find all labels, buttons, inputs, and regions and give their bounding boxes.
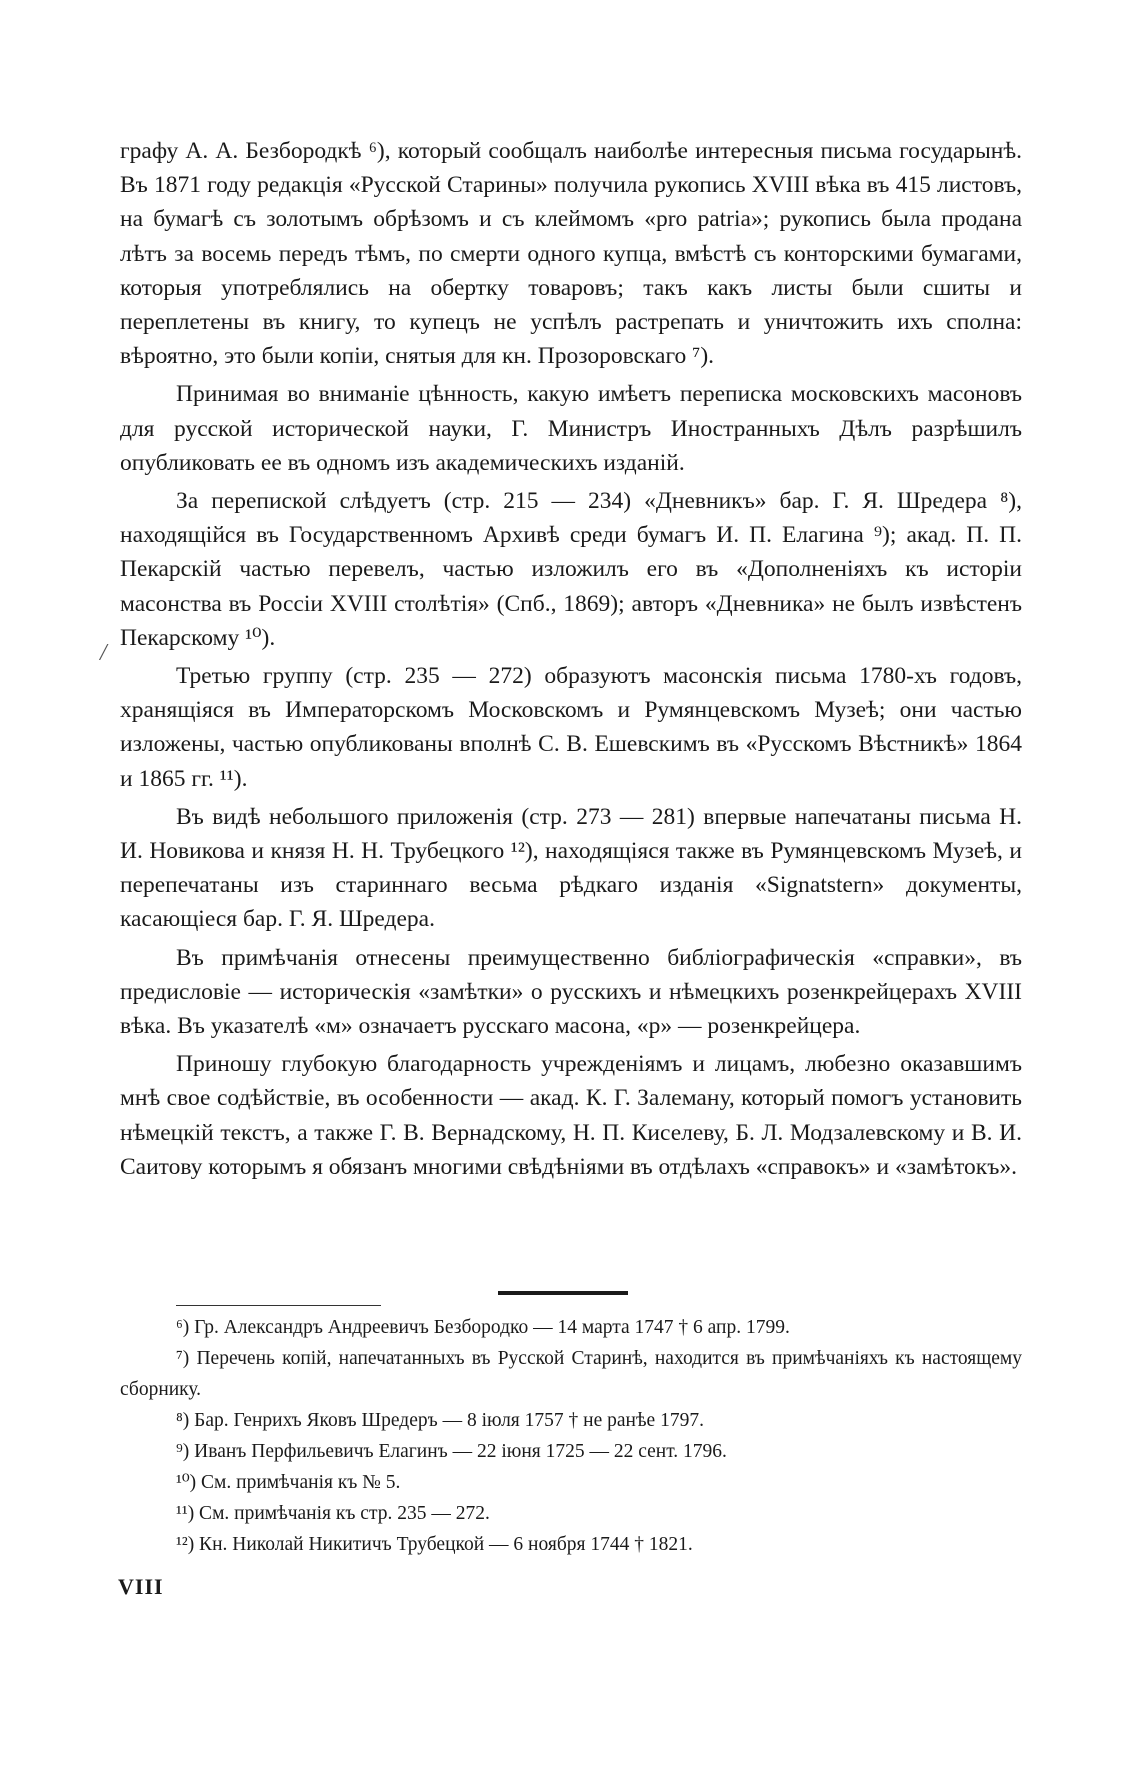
- paragraph-7: Приношу глубокую благодарность учрежденіямъ и лицамъ, любезно оказавшимъ мнѣ свое содѣйствіе, въ особенности — акад. К. Г. Залеману, который помогъ установить нѣмецкій текстъ, а также Г. В. Вернадскому, Н. П. Киселеву, Б. Л. Модзалевскому и В. И. Саитову которымъ я обязанъ многими свѣдѣніями въ отдѣлахъ «справокъ» и «замѣтокъ».: [120, 1051, 1022, 1180]
- paragraph-1: графу А. А. Безбородкѣ ⁶), который сообщалъ наиболѣе интересныя письма государынѣ. Въ 1871 году редакція «Русской Старины» получила рукопись XVIII вѣка въ 415 листовъ, на бумагѣ съ золотымъ обрѣзомъ и съ клеймомъ «pro patria»; рукопись была продана лѣтъ за восемь передъ тѣмъ, по смерти одного купца, вмѣстѣ съ конторскими бумагами, которыя употреблялись на обертку товаровъ; такъ какъ листы были сшиты и переплетены въ книгу, то купецъ не успѣлъ растрепать и уничтожить ихъ сполна: вѣроятно, это были копіи, снятыя для кн. Прозоровскаго ⁷).: [120, 138, 1022, 370]
- footnote-10: ¹⁰) См. примѣчанія къ № 5.: [176, 1472, 401, 1493]
- footnotes: [120, 1312, 1022, 1560]
- section-divider: [498, 1291, 628, 1295]
- page-number: VIII: [118, 1574, 164, 1599]
- paragraph-5: Въ видѣ небольшого приложенія (стр. 273 — 281) впервые напечатаны письма Н. И. Новикова и князя Н. Н. Трубецкого ¹²), находящіяся также въ Румянцевскомъ Музеѣ, и перепечатаны изъ стариннаго весьма рѣдкаго изданія «Signatstern» документы, касающіеся бар. Г. Я. Шредера.: [120, 803, 1022, 933]
- paragraph-2: Принимая во вниманіе цѣнность, какую имѣетъ переписка московскихъ масоновъ для русской исторической науки, Г. Министръ Иностранныхъ Дѣлъ разрѣшилъ опубликовать ее въ одномъ изъ академическихъ изданій.: [120, 381, 1022, 476]
- footnote-12: ¹²) Кн. Николай Никитичъ Трубецкой — 6 ноября 1744 † 1821.: [176, 1534, 693, 1555]
- footnote-8: ⁸) Бар. Генрихъ Яковъ Шредеръ — 8 іюля 1757 † не ранѣе 1797.: [176, 1410, 704, 1431]
- footnote-6: ⁶) Гр. Александръ Андреевичъ Безбородко — 14 марта 1747 † 6 апр. 1799.: [176, 1317, 790, 1338]
- margin-pencil-mark: /: [100, 640, 107, 666]
- body-text: [120, 134, 1022, 1188]
- footnote-11: ¹¹) См. примѣчанія къ стр. 235 — 272.: [176, 1503, 490, 1524]
- paragraph-4: Третью группу (стр. 235 — 272) образуютъ масонскія письма 1780-хъ годовъ, хранящіяся въ Императорскомъ Московскомъ и Румянцевскомъ Музеѣ; они частью изложены, частью опубликованы вполнѣ С. В. Ешевскимъ въ «Русскомъ Вѣстникѣ» 1864 и 1865 гг. ¹¹).: [120, 663, 1022, 792]
- paragraph-6: Въ примѣчанія отнесены преимущественно библіографическія «справки», въ предисловіе — историческія «замѣтки» о русскихъ и нѣмецкихъ розенкрейцерахъ XVIII вѣка. Въ указателѣ «м» означаетъ русскаго масона, «р» — розенкрейцера.: [120, 944, 1022, 1040]
- paragraph-3: За перепиской слѣдуетъ (стр. 215 — 234) «Дневникъ» бар. Г. Я. Шредера ⁸), находящійся въ Государственномъ Архивѣ среди бумагъ И. П. Елагина ⁹); акад. П. П. Пекарскій частью перевелъ, частью изложилъ его въ «Дополненіяхъ къ исторіи масонства въ Россіи XVIII столѣтія» (Спб., 1869); авторъ «Дневника» не былъ извѣстенъ Пекарскому ¹⁰).: [120, 488, 1022, 651]
- footnote-7: ⁷) Перечень копій, напечатанныхъ въ Русской Старинѣ, находится въ примѣчаніяхъ къ настоящему сборнику.: [120, 1348, 1022, 1400]
- footnote-rule: [176, 1305, 381, 1306]
- footnote-9: ⁹) Иванъ Перфильевичъ Елагинъ — 22 іюня 1725 — 22 сент. 1796.: [176, 1441, 727, 1462]
